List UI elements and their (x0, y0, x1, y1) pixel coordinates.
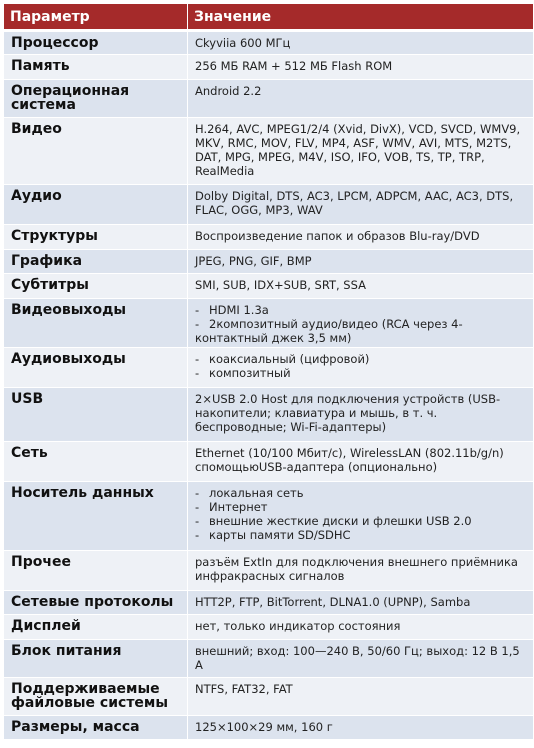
table-row (4, 482, 534, 551)
list-item: - локальная сеть (195, 486, 304, 500)
list-item: - коаксиальный (цифровой) (195, 352, 370, 366)
value-cell: SMI, SUB, IDX+SUB, SRT, SSA (188, 274, 534, 299)
list-item-text: 2композитный аудио/видео (RCA через 4-контактный джек 3,5 мм) (195, 317, 463, 345)
table-row (4, 299, 534, 348)
param-cell: Операционная система (4, 80, 188, 118)
param-cell: Размеры, масса (4, 716, 188, 740)
value-cell: Ckyviia 600 МГц (188, 31, 534, 55)
value-cell: 256 МБ RAM + 512 МБ Flash ROM (188, 55, 534, 80)
param-cell: Сетевые протоколы (4, 591, 188, 615)
spec-table (3, 3, 534, 740)
param-cell: Аудиовыходы (4, 348, 188, 388)
param-cell: Структуры (4, 225, 188, 250)
list-item: - 2композитный аудио/видео (RCA через 4-контактный джек 3,5 мм) (195, 317, 463, 345)
list-item: - HDMI 1.3a (195, 303, 269, 317)
param-cell: Видеовыходы (4, 299, 188, 348)
value-cell: Android 2.2 (188, 80, 534, 118)
value-cell (188, 299, 534, 348)
value-cell: NTFS, FAT32, FAT (188, 678, 534, 716)
param-cell: Графика (4, 250, 188, 274)
list-item: - карты памяти SD/SDHC (195, 528, 351, 542)
value-cell: Ethernet (10/100 Мбит/с), WirelessLAN (802.11b/g/n) спомощьюUSB-адаптера (опционально) (188, 442, 534, 482)
table-row (4, 640, 534, 678)
list-item: - Интернет (195, 500, 268, 514)
value-cell: 2×USB 2.0 Host для подключения устройств (USB-накопители; клавиатура и мышь, в т. ч. беспроводные; Wi-Fi-адаптеры) (188, 388, 534, 442)
param-cell: Процессор (4, 31, 188, 55)
header-param: Параметр (4, 4, 188, 31)
table-row (4, 442, 534, 482)
table-row (4, 348, 534, 388)
param-cell: Носитель данных (4, 482, 188, 551)
table-row (4, 225, 534, 250)
value-cell (188, 348, 534, 388)
param-cell: Видео (4, 118, 188, 185)
param-cell: Поддерживаемые файловые системы (4, 678, 188, 716)
table-row (4, 388, 534, 442)
table-row (4, 615, 534, 640)
list-item-text: внешние жесткие диски и флешки USB 2.0 (209, 514, 472, 528)
value-cell: H.264, AVC, MPEG1/2/4 (Xvid, DivX), VCD, SVCD, WMV9, MKV, RMC, MOV, FLV, MP4, ASF, WMV, AVI, MTS, M2TS, DAT, MPG, MPEG, M4V, ISO, IFO, VOB, TS, TP, TRP, RealMedia (188, 118, 534, 185)
list-item-text: локальная сеть (209, 486, 304, 500)
table-row (4, 31, 534, 55)
param-cell: Память (4, 55, 188, 80)
list-item-text: композитный (209, 366, 291, 380)
table-row (4, 118, 534, 185)
table-header (4, 4, 534, 31)
value-cell (188, 482, 534, 551)
param-cell: Прочее (4, 551, 188, 591)
table-row (4, 591, 534, 615)
param-cell: Сеть (4, 442, 188, 482)
list-item-text: коаксиальный (цифровой) (209, 352, 370, 366)
value-cell: Dolby Digital, DTS, AC3, LPCM, ADPCM, AAC, AC3, DTS, FLAC, OGG, MP3, WAV (188, 185, 534, 225)
value-cell: 125×100×29 мм, 160 г (188, 716, 534, 740)
table-row (4, 80, 534, 118)
list-item-text: Интернет (209, 500, 268, 514)
header-value: Значение (188, 4, 534, 31)
list-item: - внешние жесткие диски и флешки USB 2.0 (195, 514, 472, 528)
param-cell: Аудио (4, 185, 188, 225)
list-item-text: HDMI 1.3a (209, 303, 269, 317)
table-body (4, 31, 534, 740)
table-row (4, 678, 534, 716)
table-row (4, 55, 534, 80)
param-cell: Дисплей (4, 615, 188, 640)
table-row (4, 551, 534, 591)
value-cell: Воспроизведение папок и образов Blu-ray/DVD (188, 225, 534, 250)
param-cell: USB (4, 388, 188, 442)
value-cell: JPEG, PNG, GIF, BMP (188, 250, 534, 274)
table-row (4, 274, 534, 299)
table-row (4, 250, 534, 274)
list-item-text: карты памяти SD/SDHC (209, 528, 351, 542)
param-cell: Субтитры (4, 274, 188, 299)
value-cell: разъём ExtIn для подключения внешнего приёмника инфракрасных сигналов (188, 551, 534, 591)
list-item: - композитный (195, 366, 291, 380)
param-cell: Блок питания (4, 640, 188, 678)
table-row (4, 716, 534, 740)
table-row (4, 185, 534, 225)
value-cell: нет, только индикатор состояния (188, 615, 534, 640)
value-cell: HTT2P, FTP, BitTorrent, DLNA1.0 (UPNP), Samba (188, 591, 534, 615)
value-cell: внешний; вход: 100—240 В, 50/60 Гц; выход: 12 В 1,5 А (188, 640, 534, 678)
